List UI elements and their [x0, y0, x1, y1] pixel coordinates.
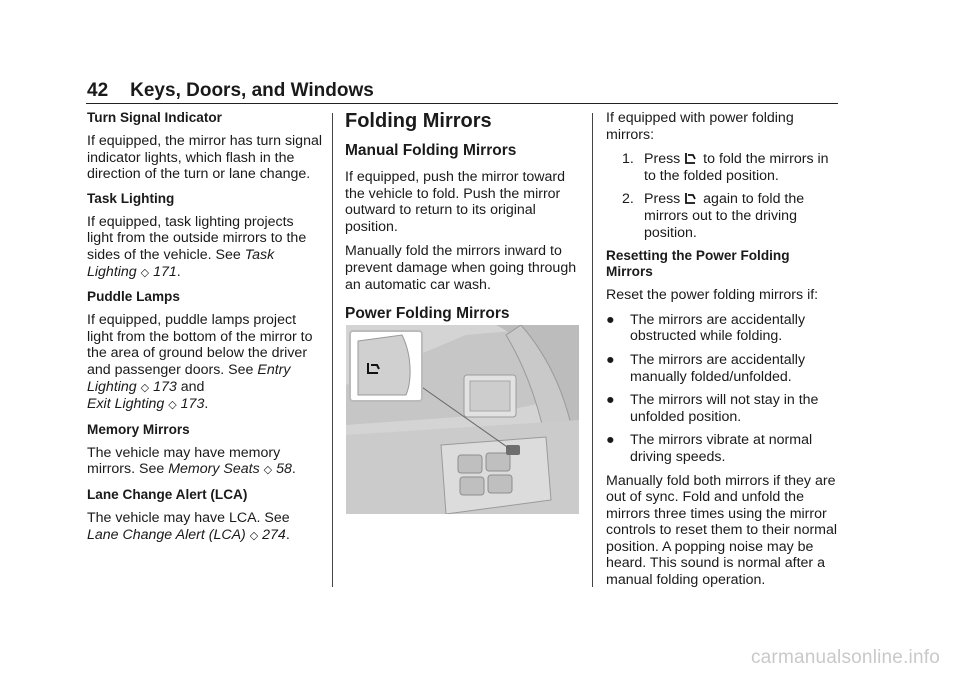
page-header: [87, 80, 374, 102]
watermark: carmanualsonline.info: [750, 647, 940, 668]
reset-intro: Reset the power folding mirrors if:: [606, 287, 819, 304]
power-folding-heading: Power Folding Mirrors: [345, 305, 510, 323]
step-1: 1. Press to fold the mirrors in to the folded position.: [622, 151, 829, 184]
bullet-icon: ●: [606, 311, 615, 328]
page-ref-icon: ◇: [140, 266, 150, 279]
puddle-lamps-heading: Puddle Lamps: [87, 289, 180, 305]
exit-lighting-link[interactable]: Exit Lighting: [87, 396, 165, 413]
power-folding-intro: If equipped with power folding mirrors:: [606, 110, 794, 143]
step-2: 2. Press again to fold the mirrors out to the driving position.: [622, 191, 805, 241]
list-item: ● The mirrors are accidentally manually folded/unfolded.: [606, 351, 806, 385]
bullet-icon: ●: [606, 351, 615, 368]
column-divider-1: [332, 113, 333, 587]
memory-mirrors-heading: Memory Mirrors: [87, 421, 190, 437]
lca-text: The vehicle may have LCA. See Lane Change Alert (LCA) ◇ 274.: [87, 509, 290, 543]
list-item: ● The mirrors are accidentally obstructed while folding.: [606, 311, 806, 345]
list-item: ● The mirrors vibrate at normal driving speeds.: [606, 432, 813, 465]
list-item: ● The mirrors will not stay in the unfolded position.: [606, 392, 819, 425]
bullet-icon: ●: [606, 392, 615, 409]
manual-folding-heading: Manual Folding Mirrors: [345, 142, 517, 159]
door-mirror-switch-illustration: [346, 325, 579, 514]
memory-seats-link[interactable]: Memory Seats: [168, 461, 260, 478]
folding-mirror-button-icon: [685, 191, 697, 205]
puddle-lamps-text: If equipped, puddle lamps project light from the bottom of the mirror to the area of ground below the driver and passenger doors. See Entry Lighting ◇ 173 and Exit Lighting ◇ 173.: [87, 312, 313, 413]
closing-text: Manually fold both mirrors if they are out of sync. Fold and unfold the mirrors three times using the mirror controls to reset them to their normal position. A popping noise may be heard. This sound is normal after a manual folding operation.: [606, 472, 838, 589]
column-1: [87, 110, 323, 552]
page-ref-icon: ◇: [249, 529, 259, 542]
entry-lighting-link[interactable]: Entry Lighting: [87, 361, 291, 395]
reset-heading: Resetting the Power Folding Mirrors: [606, 248, 790, 280]
page-ref-icon: ◇: [168, 399, 177, 412]
folding-mirror-button-icon: [685, 151, 697, 165]
task-lighting-text: If equipped, task lighting projects light from the outside mirrors to the sides of the vehicle. See Task Lighting ◇ 171.: [87, 213, 307, 280]
column-3: [606, 110, 840, 597]
bullet-icon: ●: [606, 432, 615, 449]
memory-mirrors-text: The vehicle may have memory mirrors. See Memory Seats ◇ 58.: [87, 444, 296, 478]
turn-signal-heading: Turn Signal Indicator: [87, 110, 222, 125]
task-lighting-link[interactable]: Task Lighting: [87, 246, 275, 280]
lca-heading: Lane Change Alert (LCA): [87, 486, 248, 502]
column-2: [345, 110, 580, 332]
header-rule: [86, 103, 838, 104]
lca-link[interactable]: Lane Change Alert (LCA): [87, 526, 246, 543]
turn-signal-text: If equipped, the mirror has turn signal indicator lights, which flash in the direction of the turn or lane change.: [87, 133, 323, 183]
manual-folding-text: If equipped, push the mirror toward the vehicle to fold. Push the mirror outward to return to its original position.: [345, 169, 566, 235]
page-number: 42: [87, 80, 109, 101]
column-divider-2: [592, 113, 593, 587]
car-wash-text: Manually fold the mirrors inward to prevent damage when going through an automatic car wash.: [345, 243, 577, 293]
page-ref-icon: ◇: [263, 464, 273, 477]
chapter-title: Folding Mirrors: [345, 110, 492, 132]
section-title: Keys, Doors, and Windows: [130, 80, 374, 101]
page-ref-icon: ◇: [140, 381, 150, 394]
task-lighting-heading: Task Lighting: [87, 190, 175, 206]
